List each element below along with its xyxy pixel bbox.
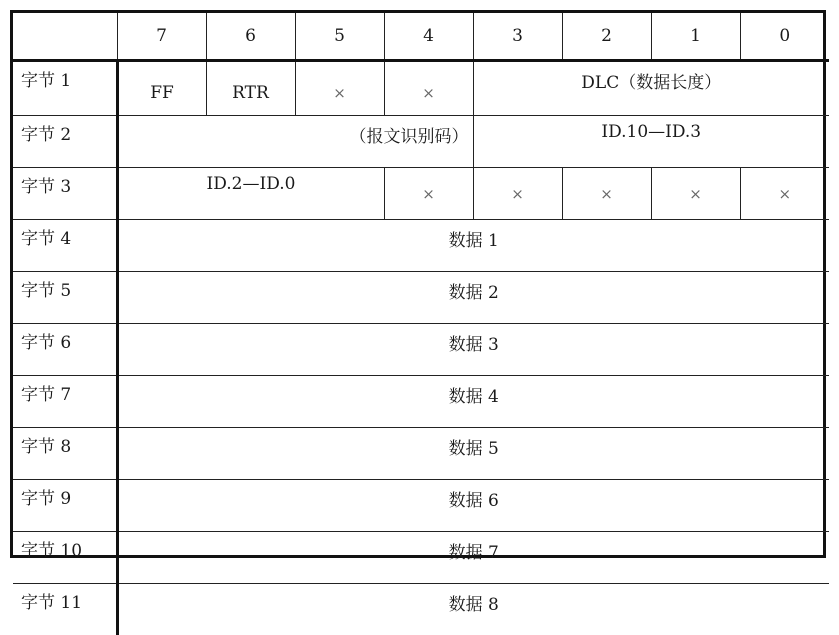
dlc-cell: DLC（数据长度） [473,61,829,116]
corner-cell [13,13,117,61]
can-frame-table-border [10,10,826,558]
byte-2-row [13,116,829,168]
byte-2-label: 字节 2 [13,116,117,168]
bit-header-row [13,13,829,61]
byte-10-label: 字节 10 [13,532,117,584]
byte-9-label: 字节 9 [13,480,117,532]
bit-3-header: 3 [473,13,562,61]
byte-3-bit-1-unused: × [651,168,740,220]
byte-6-label: 字节 6 [13,324,117,376]
byte-8-label: 字节 8 [13,428,117,480]
byte-11-label: 字节 11 [13,584,117,635]
byte-1-bit-4-unused: × [384,61,473,116]
data-8-cell: 数据 8 [117,584,829,635]
byte-4-row [13,220,829,272]
data-2-cell: 数据 2 [117,272,829,324]
data-3-cell: 数据 3 [117,324,829,376]
byte-7-label: 字节 7 [13,376,117,428]
data-4-cell: 数据 4 [117,376,829,428]
byte-5-row [13,272,829,324]
byte-3-bit-3-unused: × [473,168,562,220]
byte-3-label: 字节 3 [13,168,117,220]
byte-3-bit-4-unused: × [384,168,473,220]
byte-1-row [13,61,829,116]
byte-7-row [13,376,829,428]
bit-7-header: 7 [117,13,206,61]
byte-10-row [13,532,829,584]
byte-3-bit-2-unused: × [562,168,651,220]
can-frame-table [13,13,829,635]
byte-1-bit-5-unused: × [295,61,384,116]
byte-11-row [13,584,829,635]
rtr-cell: RTR [206,61,295,116]
bit-6-header: 6 [206,13,295,61]
ff-cell: FF [117,61,206,116]
identifier-label-cell: （报文识别码） [117,116,473,168]
data-7-cell: 数据 7 [117,532,829,584]
data-1-cell: 数据 1 [117,220,829,272]
id-10-3-cell: ID.10—ID.3 [473,116,829,168]
byte-6-row [13,324,829,376]
bit-4-header: 4 [384,13,473,61]
byte-3-bit-0-unused: × [740,168,829,220]
data-5-cell: 数据 5 [117,428,829,480]
bit-1-header: 1 [651,13,740,61]
byte-3-row [13,168,829,220]
bit-2-header: 2 [562,13,651,61]
id-2-0-cell: ID.2—ID.0 [117,168,384,220]
byte-9-row [13,480,829,532]
byte-1-label: 字节 1 [13,61,117,116]
bit-5-header: 5 [295,13,384,61]
byte-4-label: 字节 4 [13,220,117,272]
byte-8-row [13,428,829,480]
byte-5-label: 字节 5 [13,272,117,324]
data-6-cell: 数据 6 [117,480,829,532]
bit-0-header: 0 [740,13,829,61]
